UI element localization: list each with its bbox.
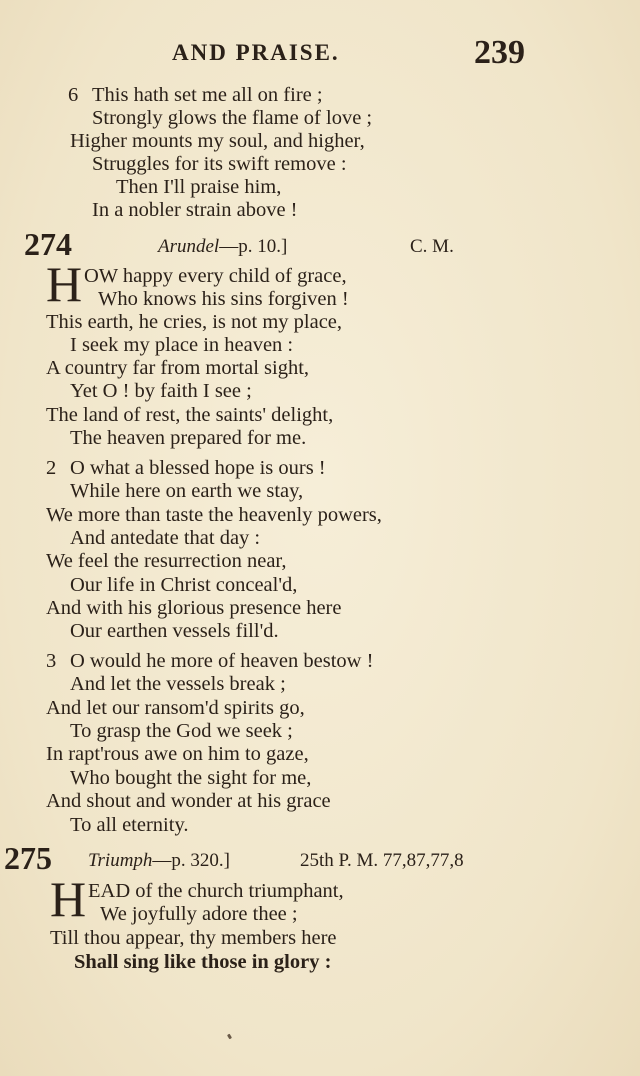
page-reference: —p. 10.] — [219, 236, 288, 257]
stanza-line: Struggles for its swift remove : — [92, 153, 347, 175]
hymn-line: 2 O what a blessed hope is ours ! — [46, 457, 326, 479]
stanza-line: In a nobler strain above ! — [92, 199, 298, 221]
tune-name: Arundel — [158, 236, 220, 257]
verse-number: 6 — [68, 84, 79, 106]
hymn-line: I seek my place in heaven : — [70, 334, 294, 356]
hymn-line: Till thou appear, thy members here — [50, 927, 337, 949]
hymn-line: Our earthen vessels fill'd. — [70, 620, 279, 642]
hymn-line: Our life in Christ conceal'd, — [70, 574, 298, 596]
stanza-line: Then I'll praise him, — [116, 176, 282, 198]
hymn-line: And shout and wonder at his grace — [46, 790, 331, 812]
tune-reference — [88, 850, 230, 872]
tune-name: Triumph — [88, 850, 153, 871]
verse-number: 2 — [46, 457, 57, 479]
hymn-line: Shall sing like those in glory : — [74, 951, 332, 973]
first-line: OW happy every child of grace, — [84, 265, 347, 287]
hymn-274-heading — [0, 226, 640, 266]
stanza-line: Higher mounts my soul, and higher, — [70, 130, 365, 152]
hymn-number: 275 — [4, 840, 52, 876]
hymn-number: 274 — [24, 226, 72, 262]
hymn-line: 3 O would he more of heaven bestow ! — [46, 650, 374, 672]
meter: 25th P. M. 77,87,77,8 — [300, 850, 464, 871]
hymn-line: We joyfully adore thee ; — [100, 903, 298, 925]
page-number: 239 — [474, 34, 525, 71]
meter: C. M. — [410, 236, 454, 257]
hymn-line: To grasp the God we seek ; — [70, 720, 293, 742]
stanza-line: Strongly glows the flame of love ; — [92, 107, 373, 129]
stanza-line: 6 This hath set me all on fire ; — [68, 84, 323, 106]
hymn-line: Who knows his sins forgiven ! — [98, 288, 349, 310]
hymn-line: While here on earth we stay, — [70, 480, 304, 502]
tune-reference — [158, 236, 287, 258]
hymn-line: To all eternity. — [70, 814, 189, 836]
hymn-line: The land of rest, the saints' delight, — [46, 404, 334, 426]
hymn-line: And let our ransom'd spirits go, — [46, 697, 305, 719]
first-line: EAD of the church triumphant, — [88, 880, 344, 902]
page-header — [0, 34, 640, 74]
hymn-line: A country far from mortal sight, — [46, 357, 310, 379]
verse-number: 3 — [46, 650, 57, 672]
drop-cap: H — [50, 871, 87, 927]
hymn-line: And antedate that day : — [70, 527, 261, 549]
hymn-line: We more than taste the heavenly powers, — [46, 504, 382, 526]
hymn-line: Yet O ! by faith I see ; — [70, 380, 252, 402]
hymn-line: And with his glorious presence here — [46, 597, 342, 619]
ink-speck — [227, 1034, 232, 1040]
hymn-line: The heaven prepared for me. — [70, 427, 307, 449]
running-title: AND PRAISE. — [172, 40, 340, 65]
hymn-line: This earth, he cries, is not my place, — [46, 311, 343, 333]
hymn-275-heading — [0, 840, 640, 880]
page-reference: —p. 320.] — [152, 850, 230, 871]
hymn-line: We feel the resurrection near, — [46, 550, 287, 572]
hymn-line: Who bought the sight for me, — [70, 767, 312, 789]
drop-cap: H — [46, 256, 83, 312]
hymn-line: And let the vessels break ; — [70, 673, 286, 695]
hymn-line: In rapt'rous awe on him to gaze, — [46, 743, 309, 765]
